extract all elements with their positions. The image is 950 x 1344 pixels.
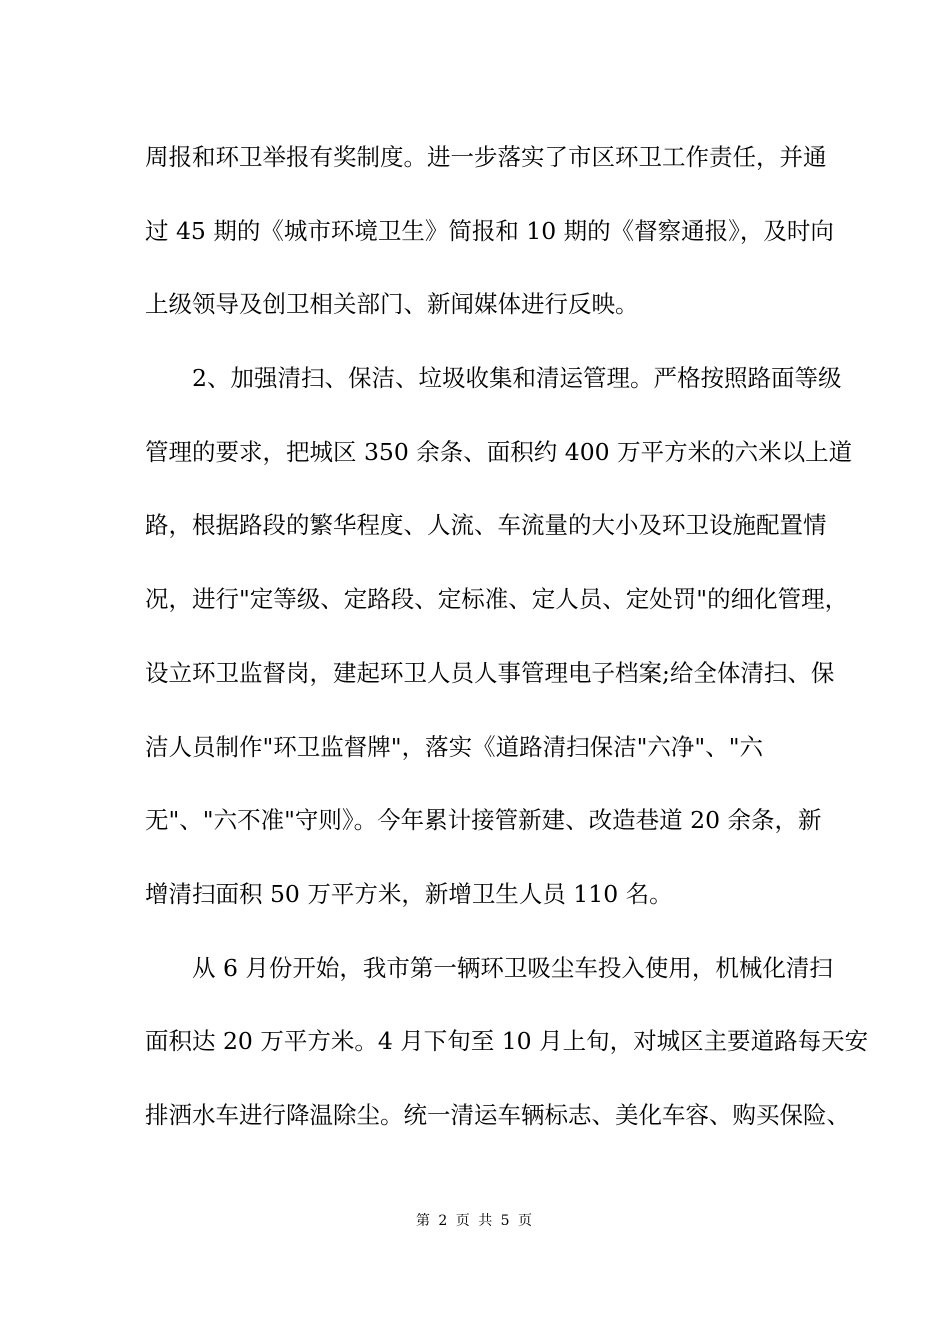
text-line: 路，根据路段的繁华程度、人流、车流量的大小及环卫设施配置情 [145,511,827,540]
text-line: 况，进行"定等级、定路段、定标准、定人员、定处罚"的细化管理， [145,585,849,614]
text-line: 无"、"六不准"守则》。今年累计接管新建、改造巷道 20 余条，新 [145,806,822,835]
text-line: 2、加强清扫、保洁、垃圾收集和清运管理。严格按照路面等级 [145,364,842,393]
text-line: 周报和环卫举报有奖制度。进一步落实了市区环卫工作责任，并通 [145,143,827,171]
body-text [145,134,869,1166]
text-line: 上级领导及创卫相关部门、新闻媒体进行反映。 [145,290,639,319]
page-number-footer: 第 2 页 共 5 页 [415,1213,535,1229]
text-line: 管理的要求，把城区 350 余条、面积约 400 万平方米的六米以上道 [145,437,853,466]
text-line: 面积达 20 万平方米。4 月下旬至 10 月上旬，对城区主要道路每天安 [145,1027,869,1056]
text-line: 洁人员制作"环卫监督牌"，落实《道路清扫保洁"六净"、"六 [145,732,764,761]
text-line: 增清扫面积 50 万平方米，新增卫生人员 110 名。 [145,879,673,908]
text-line: 排洒水车进行降温除尘。统一清运车辆标志、美化车容、购买保险、 [145,1100,850,1129]
text-line: 从 6 月份开始，我市第一辆环卫吸尘车投入使用，机械化清扫 [145,953,833,982]
text-line: 过 45 期的《城市环境卫生》简报和 10 期的《督察通报》，及时向 [145,216,834,245]
text-line: 设立环卫监督岗，建起环卫人员人事管理电子档案;给全体清扫、保 [145,658,835,687]
